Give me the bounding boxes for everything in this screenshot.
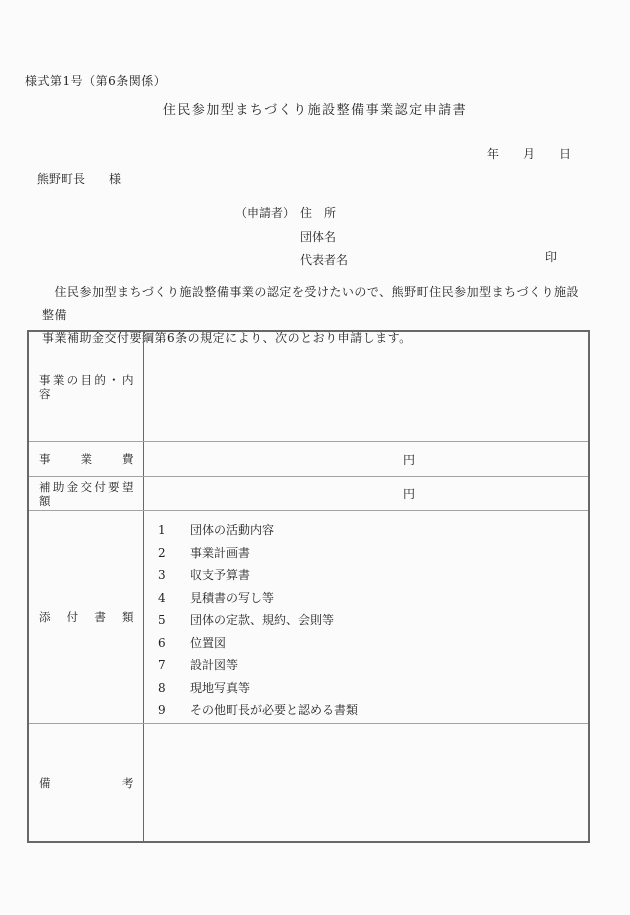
attachment-text: 見積書の写し等 [190, 590, 275, 605]
attachment-number: 4 [158, 590, 166, 605]
attachment-number: 5 [158, 613, 166, 627]
attachment-number: 6 [158, 635, 166, 650]
table-row-attachments [29, 510, 588, 723]
form-number: 様式第1号（第6条関係） [25, 74, 167, 88]
attachment-text: 設計図等 [190, 658, 239, 672]
row-header-attachments [29, 511, 144, 723]
attachment-text: 収支予算書 [190, 568, 251, 582]
attachment-item [158, 677, 582, 700]
table-row-remarks [29, 723, 588, 841]
attachment-number: 7 [158, 658, 166, 672]
attachment-text: 団体の活動内容 [190, 523, 275, 537]
row-header-subsidy-label: 補助金交付要望額 [39, 479, 134, 508]
applicant-representative-label: 代表者名 [300, 253, 349, 267]
attachment-item [158, 609, 582, 632]
attachment-text: 現地写真等 [190, 680, 251, 695]
purpose-value-cell [144, 332, 588, 441]
attachment-item [158, 542, 582, 565]
attachment-text: その他町長が必要と認める書類 [190, 703, 359, 717]
table-row-cost [29, 441, 588, 476]
row-header-attachments-label: 添 付 書 類 [39, 610, 134, 624]
table-row-subsidy [29, 476, 588, 510]
seal-mark: 印 [545, 250, 558, 264]
attachment-item [158, 654, 582, 677]
table-row-purpose [29, 332, 588, 441]
attachment-item [158, 699, 582, 722]
attachment-text: 事業計画書 [190, 545, 251, 560]
attachment-number: 3 [158, 568, 166, 582]
body-line-2: 事業補助金交付要綱第6条の規定により、次のとおり申請します。 [42, 331, 412, 345]
application-table [27, 330, 590, 843]
applicant-organization-label: 団体名 [300, 230, 337, 244]
attachment-number: 2 [158, 545, 166, 560]
date-line: 年 月 日 [487, 147, 572, 161]
row-header-cost-label: 事 業 費 [39, 452, 134, 466]
body-line-1: 住民参加型まちづくり施設整備事業の認定を受けたいので、熊野町住民参加型まちづくり施設整備 [42, 285, 580, 322]
attachment-item [158, 632, 582, 655]
attachment-text: 位置図 [190, 635, 227, 650]
attachment-text: 団体の定款、規約、会則等 [190, 613, 335, 627]
applicant-label: （申請者） [235, 206, 296, 220]
attachment-number: 9 [158, 703, 166, 717]
row-header-subsidy [29, 477, 144, 510]
cost-value-cell: 円 [402, 452, 415, 467]
row-header-remarks-label: 備 考 [39, 775, 134, 790]
row-header-remarks [29, 724, 144, 841]
attachment-item [158, 519, 582, 542]
applicant-address-label: 住 所 [300, 206, 337, 220]
attachment-number: 1 [158, 523, 166, 537]
subsidy-value-cell: 円 [402, 487, 415, 501]
attachment-number: 8 [158, 680, 166, 695]
row-header-purpose [29, 332, 144, 441]
document-title: 住民参加型まちづくり施設整備事業認定申請書 [162, 103, 468, 118]
remarks-value-cell [144, 724, 588, 841]
attachment-item [158, 587, 582, 610]
addressee-mayor: 熊野町長 様 [37, 172, 122, 186]
row-header-purpose-label: 事業の目的・内容 [39, 372, 134, 401]
row-header-cost [29, 442, 144, 476]
attachments-list [144, 511, 588, 723]
attachment-item [158, 564, 582, 587]
